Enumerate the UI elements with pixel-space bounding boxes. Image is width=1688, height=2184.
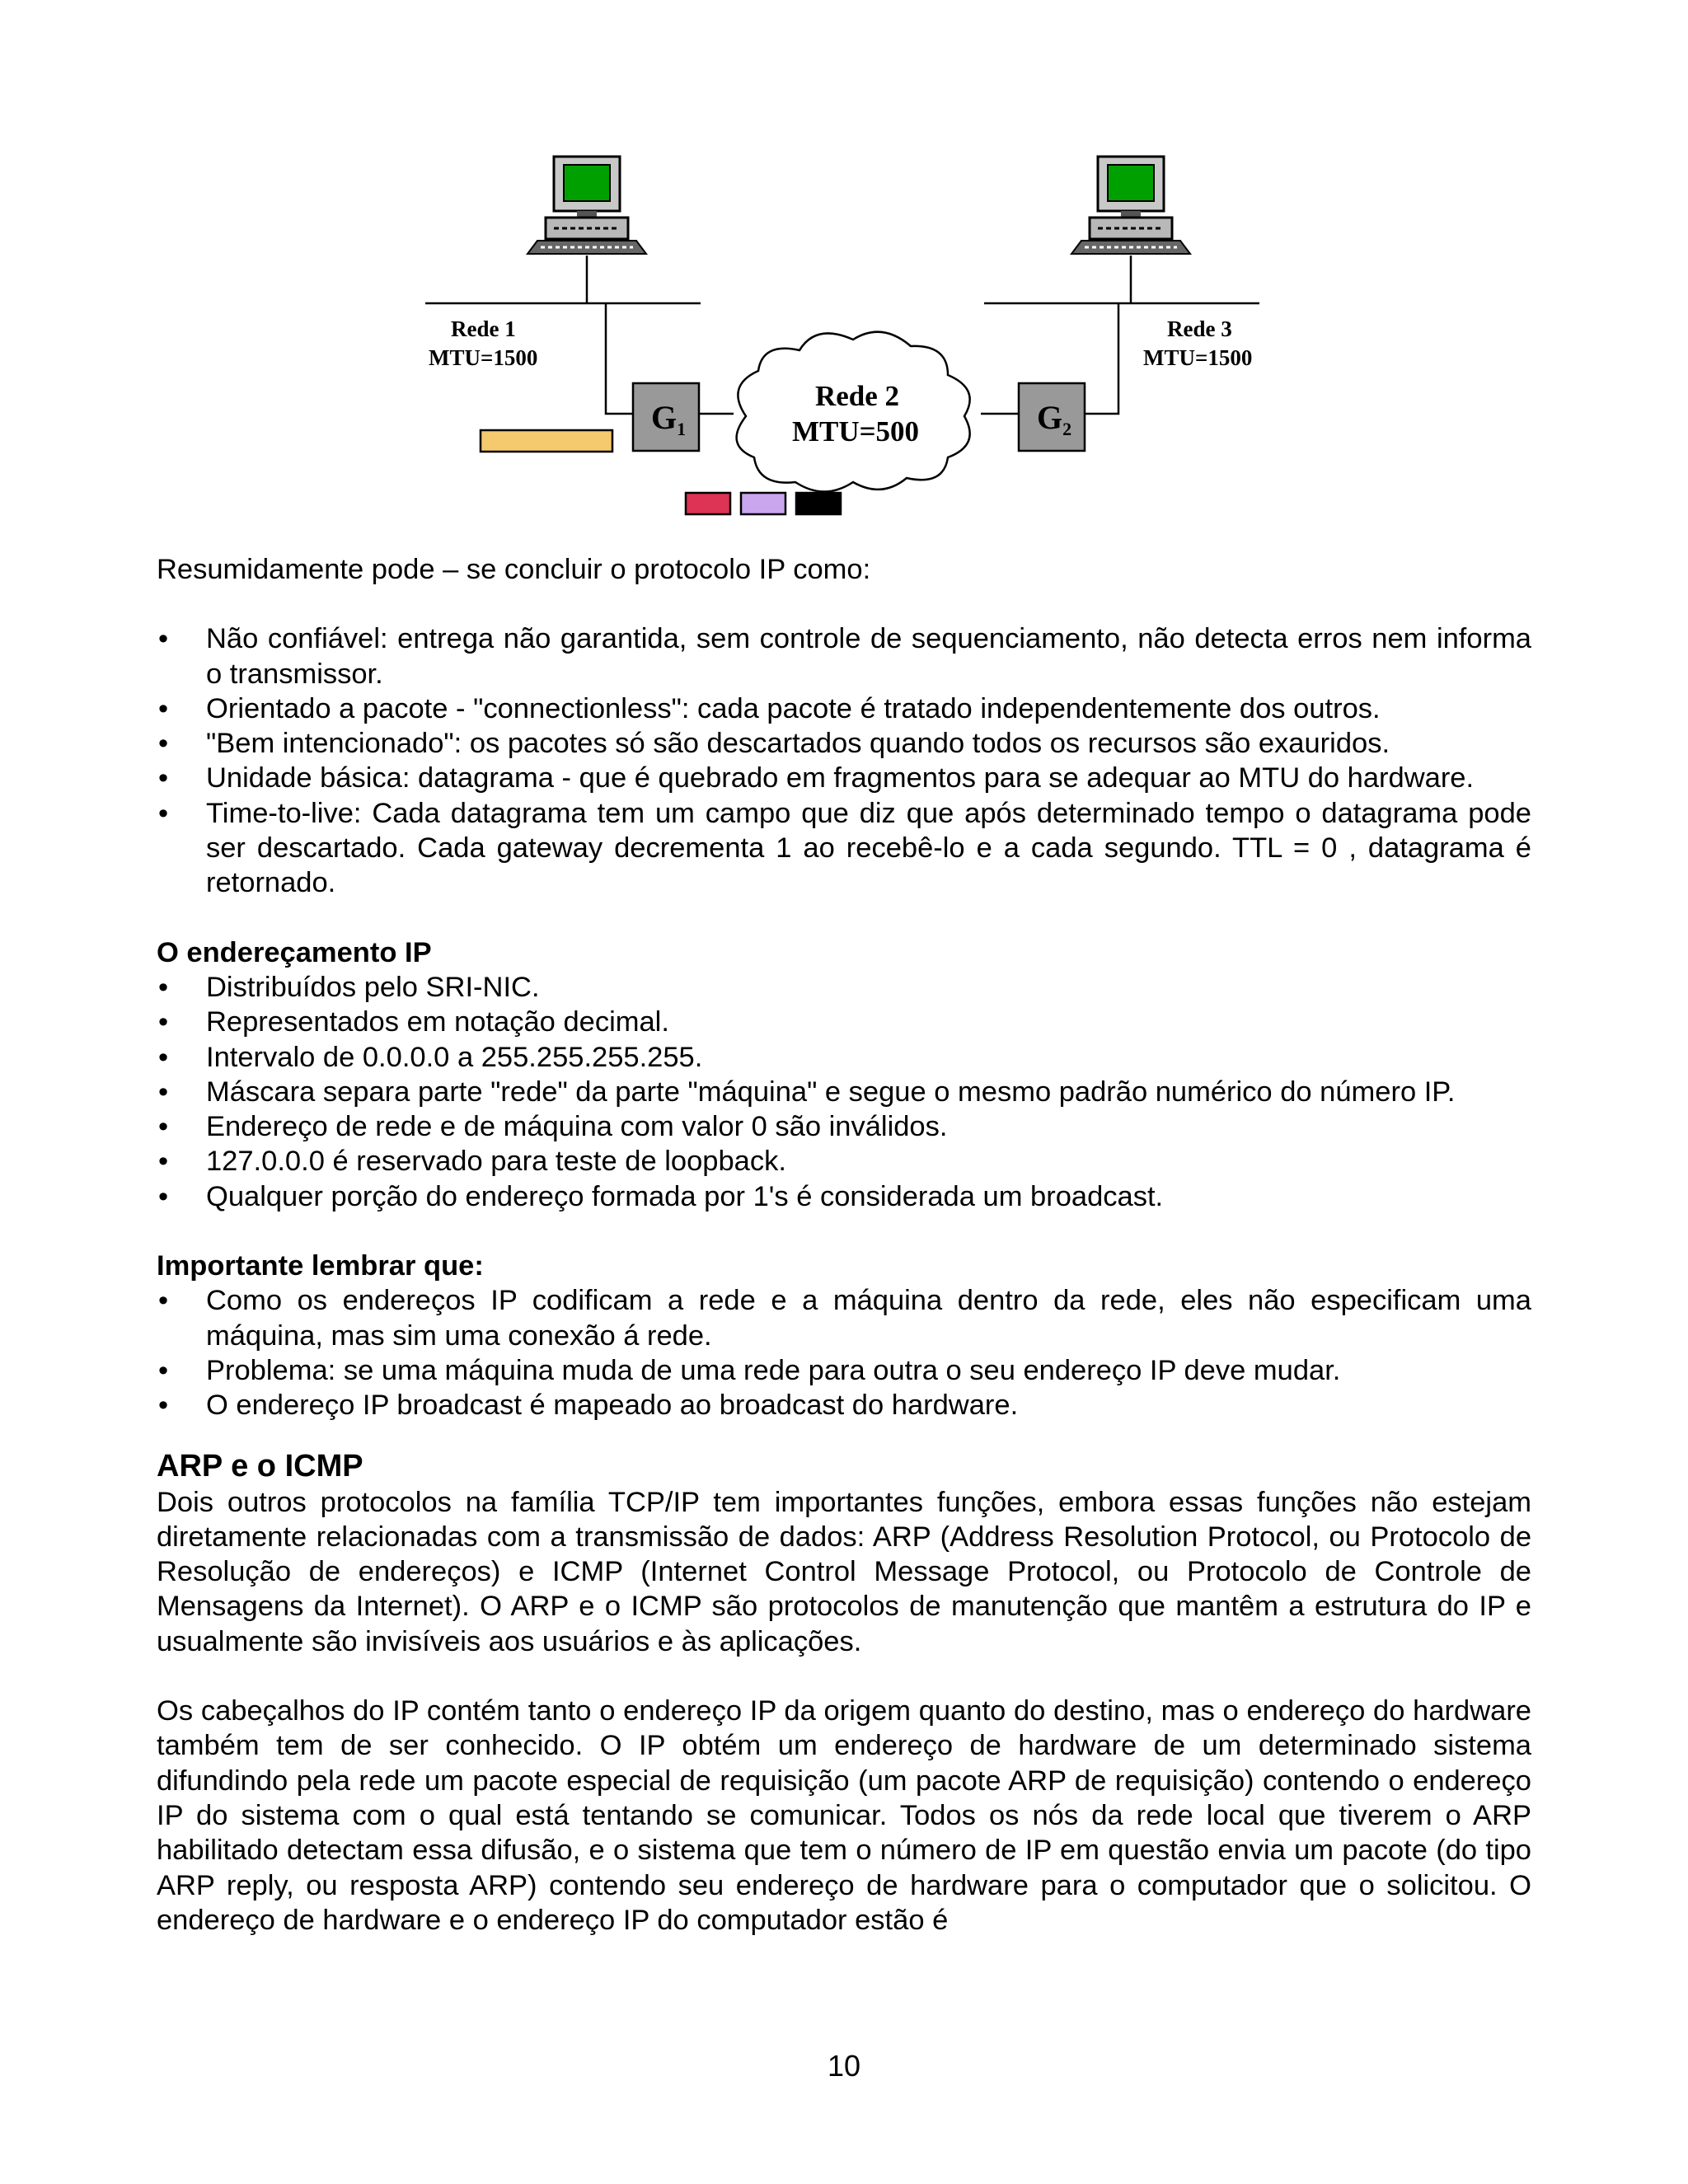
list-item: • Endereço de rede e de máquina com valor 0 são inválidos. xyxy=(157,1109,1531,1144)
rede-2-mtu: MTU=500 xyxy=(791,415,920,448)
computer-2-icon xyxy=(1071,157,1190,254)
fragment-2 xyxy=(741,493,785,514)
list-item: • Distribuídos pelo SRI-NIC. xyxy=(157,970,1531,1005)
list-item: • "Bem intencionado": os pacotes só são descartados quando todos os recursos são exauridos. xyxy=(157,726,1531,761)
addressing-list xyxy=(157,970,1531,1214)
list-item: • O endereço IP broadcast é mapeado ao broadcast do hardware. xyxy=(157,1388,1531,1422)
network-fragmentation-diagram xyxy=(0,0,1688,536)
list-item: • Como os endereços IP codificam a rede e a máquina dentro da rede, eles não especificam uma máquina, mas sim uma conexão á rede. xyxy=(157,1283,1531,1353)
rede-2-name: Rede 2 xyxy=(814,380,900,412)
list-item: • Orientado a pacote - "connectionless": cada pacote é tratado independentemente dos outros. xyxy=(157,691,1531,726)
ip-properties-list xyxy=(157,621,1531,900)
addressing-heading: O endereçamento IP xyxy=(157,936,432,968)
list-item: • Unidade básica: datagrama - que é quebrado em fragmentos para se adequar ao MTU do hardware. xyxy=(157,761,1531,795)
rede-1-mtu: MTU=1500 xyxy=(429,345,538,370)
list-item: • Intervalo de 0.0.0.0 a 255.255.255.255. xyxy=(157,1040,1531,1075)
arp-paragraph-2: Os cabeçalhos do IP contém tanto o endereço IP da origem quanto do destino, mas o endereço do hardware também tem de ser conhecido. O IP obtém um endereço de hardware de um determinado sistema difundindo pela rede um pacote especial de requisição (um pacote ARP de requisição) contendo o endereço IP do sistema com o qual está tentando se comunicar. Todos os nós da rede local que tiverem o ARP habilitado detectam essa difusão, e o sistema que tem o número de IP em questão envia um pacote (do tipo ARP reply, ou resposta ARP) contendo seu endereço de hardware para o computador que o solicitou. O endereço de hardware e o endereço IP do computador estão é xyxy=(157,1695,1531,1936)
rede-1-name: Rede 1 xyxy=(451,316,516,341)
page-content xyxy=(157,552,1531,1938)
arp-icmp-heading: ARP e o ICMP xyxy=(157,1448,363,1483)
rede-3-mtu: MTU=1500 xyxy=(1143,345,1253,370)
list-item: • Problema: se uma máquina muda de uma rede para outra o seu endereço IP deve mudar. xyxy=(157,1353,1531,1388)
important-list xyxy=(157,1283,1531,1422)
gateway-1-label: $G_1$ xyxy=(651,399,687,439)
fragment-1 xyxy=(686,493,730,514)
list-item: • Representados em notação decimal. xyxy=(157,1005,1531,1039)
list-item: • 127.0.0.0 é reservado para teste de loopback. xyxy=(157,1144,1531,1179)
rede-3-name: Rede 3 xyxy=(1167,316,1232,341)
list-item: • Time-to-live: Cada datagrama tem um campo que diz que após determinado tempo o datagrama pode ser descartado. Cada gateway decrementa 1 ao recebê-lo e a cada segundo. TTL = 0 , datagrama é retornado. xyxy=(157,796,1531,901)
list-item: • Máscara separa parte "rede" da parte "máquina" e segue o mesmo padrão numérico do número IP. xyxy=(157,1075,1531,1109)
gateway-2-label: $G_2$ xyxy=(1037,399,1072,439)
arp-paragraph-1: Dois outros protocolos na família TCP/IP tem importantes funções, embora essas funções não estejam diretamente relacionadas com a transmissão de dados: ARP (Address Resolution Protocol, ou Protocolo de Resolução de endereços) e ICMP (Internet Control Message Protocol, ou Protocolo de Controle de Mensagens da Internet). O ARP e o ICMP são protocolos de manutenção que mantêm a estrutura do IP e usualmente são invisíveis aos usuários e às aplicações. xyxy=(157,1486,1531,1657)
important-heading: Importante lembrar que: xyxy=(157,1250,484,1282)
list-item: • Qualquer porção do endereço formada por 1's é considerada um broadcast. xyxy=(157,1179,1531,1214)
fragment-3 xyxy=(796,493,841,514)
datagram-block xyxy=(481,430,612,452)
page-number: 10 xyxy=(827,2049,861,2083)
intro-paragraph: Resumidamente pode – se concluir o protocolo IP como: xyxy=(157,554,871,585)
computer-1-icon xyxy=(528,157,646,254)
list-item: • Não confiável: entrega não garantida, sem controle de sequenciamento, não detecta erros nem informa o transmissor. xyxy=(157,621,1531,691)
